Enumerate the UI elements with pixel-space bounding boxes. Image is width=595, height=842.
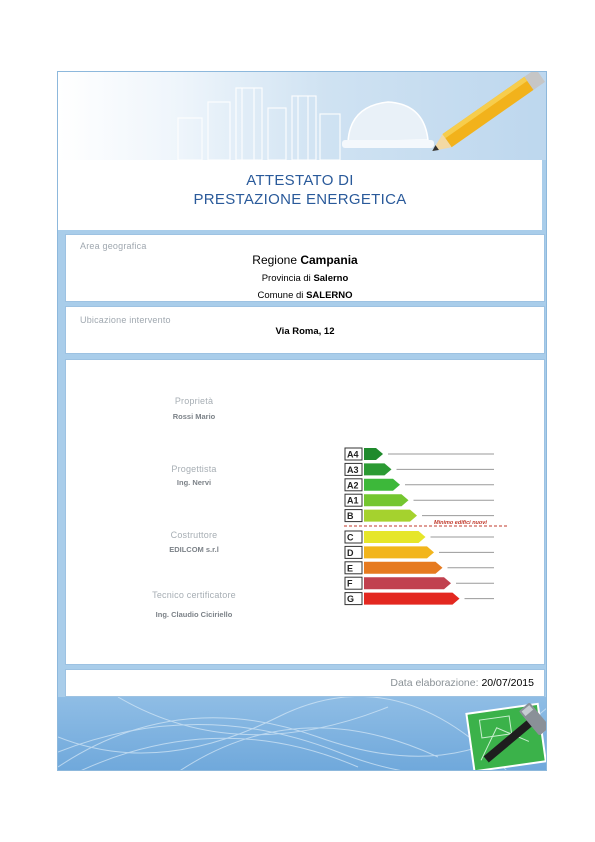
comune-line: Comune di SALERNO <box>257 290 353 301</box>
title-line-2: PRESTAZIONE ENERGETICA <box>193 191 407 208</box>
energy-class-label-a1: A1 <box>347 495 359 506</box>
certificate-frame <box>57 71 547 771</box>
area-geografica-label: Area geografica <box>80 241 147 251</box>
tecnico-value: Ing. Claudio Ciciriello <box>155 610 233 619</box>
ubicazione-box <box>65 306 545 354</box>
header-banner <box>58 72 547 160</box>
title-line-1: ATTESTATO DI <box>246 172 354 189</box>
costruttore-label: Costruttore <box>170 530 218 540</box>
data-elaborazione: Data elaborazione: 20/07/2015 <box>390 677 534 689</box>
energy-class-arrow-a1 <box>364 494 409 506</box>
energy-class-arrow-c <box>364 531 426 543</box>
minimum-threshold-note: Minimo edifici nuovi <box>434 520 487 526</box>
costruttore-value: EDILCOM s.r.l <box>169 545 219 554</box>
soggetti-panel <box>65 359 545 665</box>
regione-line: Regione Campania <box>252 253 358 267</box>
energy-class-scale <box>344 446 514 624</box>
proprieta-value: Rossi Mario <box>172 412 216 421</box>
footer-banner <box>58 697 547 771</box>
progettista-label: Progettista <box>171 464 217 474</box>
energy-class-label-a2: A2 <box>347 480 359 491</box>
area-geografica-box <box>65 234 545 302</box>
energy-class-arrow-b <box>364 510 417 522</box>
tecnico-label: Tecnico certificatore <box>152 590 236 600</box>
energy-class-arrow-e <box>364 562 443 574</box>
energy-class-arrow-a3 <box>364 463 392 475</box>
energy-class-arrow-f <box>364 577 451 589</box>
energy-class-label-c: C <box>347 532 354 543</box>
energy-class-label-a4: A4 <box>347 449 359 460</box>
energy-class-label-b: B <box>347 511 354 522</box>
energy-class-label-a3: A3 <box>347 464 359 475</box>
energy-class-arrow-d <box>364 546 434 558</box>
energy-class-label-f: F <box>347 578 353 589</box>
proprieta-label: Proprietà <box>174 396 214 406</box>
energy-class-label-e: E <box>347 563 354 574</box>
hammer-blueprint-icon <box>58 697 547 771</box>
energy-class-label-g: G <box>347 594 355 605</box>
progettista-value: Ing. Nervi <box>176 478 212 487</box>
indirizzo: Via Roma, 12 <box>275 326 335 337</box>
provincia-line: Provincia di Salerno <box>261 273 349 284</box>
energy-class-arrow-g <box>364 593 460 605</box>
title-box <box>58 160 542 230</box>
energy-class-arrow-a4 <box>364 448 383 460</box>
energy-class-label-d: D <box>347 547 354 558</box>
pencil-helmet-buildings-icon <box>58 72 547 160</box>
energy-class-arrow-a2 <box>364 479 400 491</box>
ubicazione-label: Ubicazione intervento <box>80 315 171 325</box>
data-elaborazione-box <box>65 669 545 697</box>
